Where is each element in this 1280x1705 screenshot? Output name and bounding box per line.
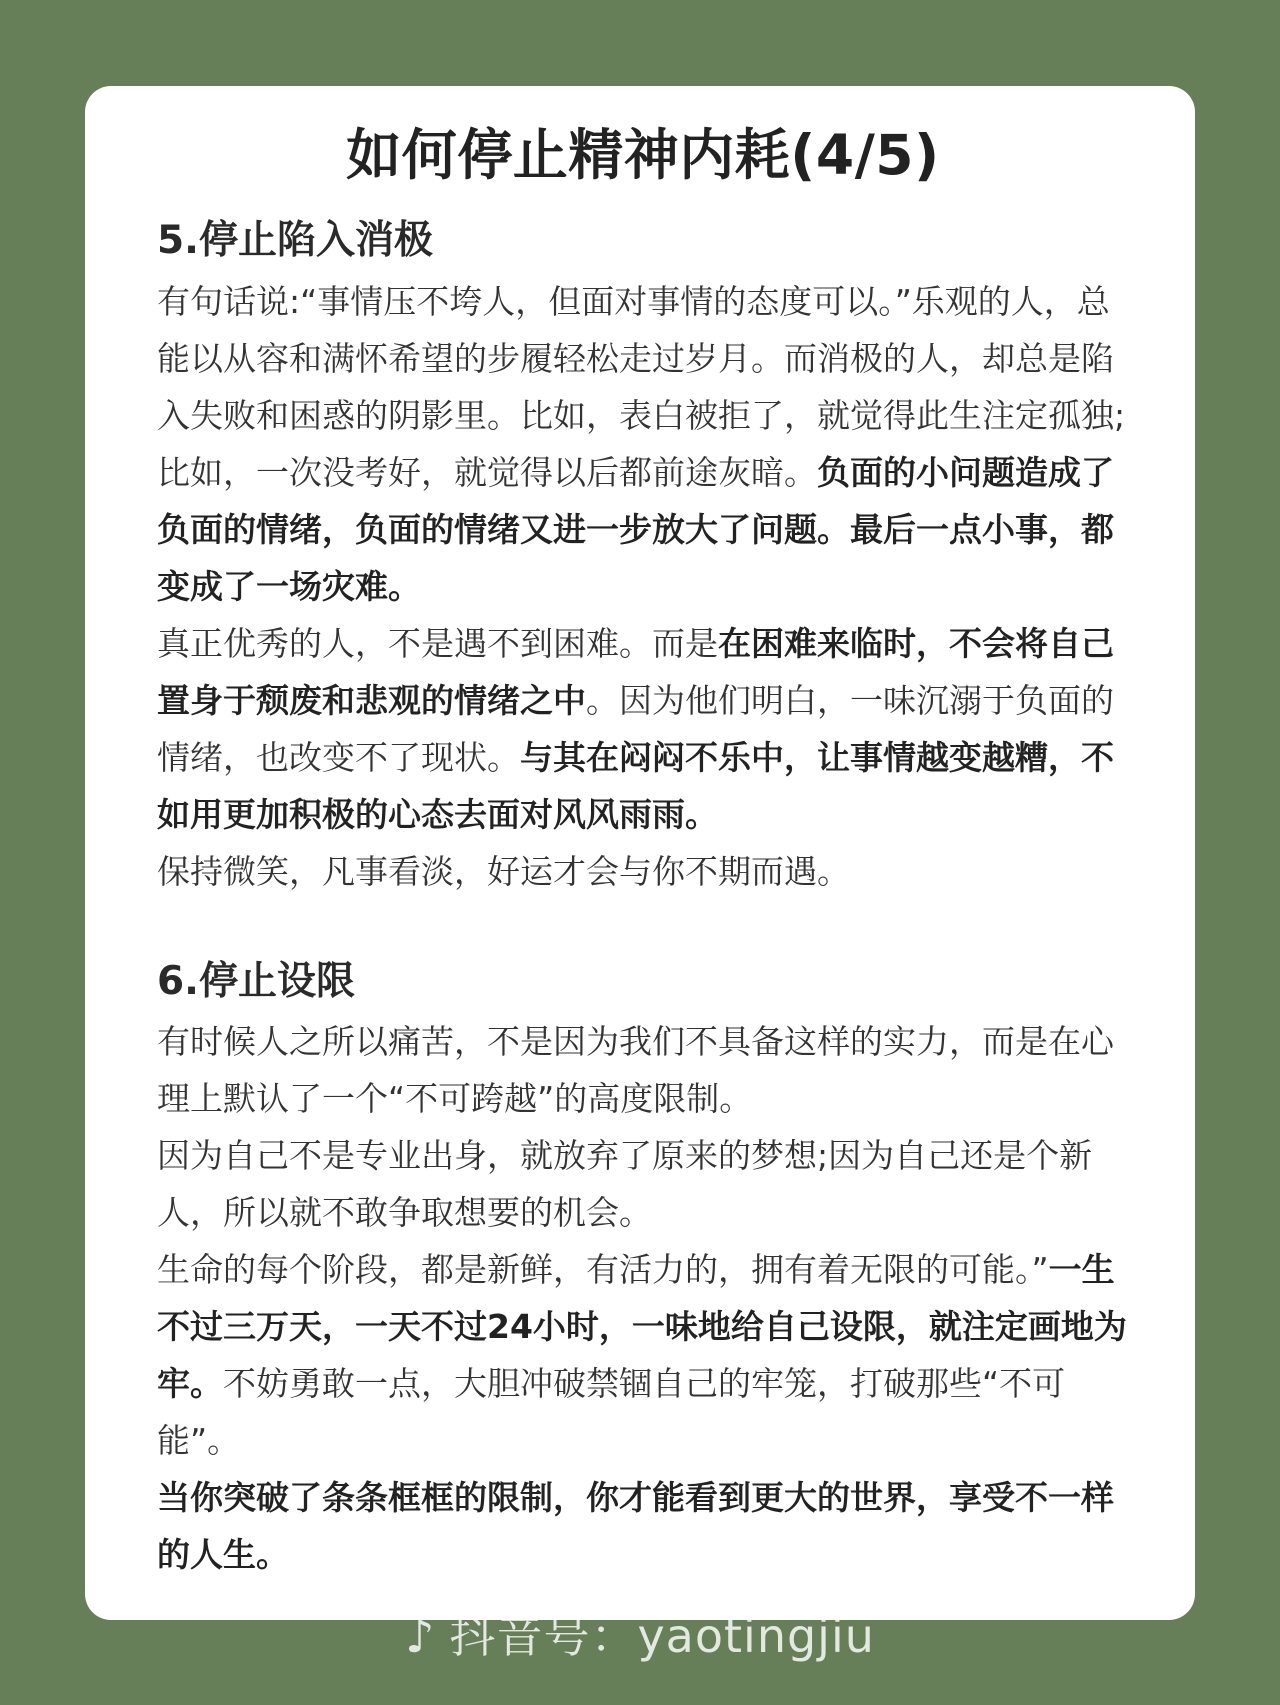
section-heading: 6.停止设限 xyxy=(157,958,355,1004)
bold-text: 在困难来临时，不会将自己置身于颓废和悲观的情绪之中 xyxy=(157,623,1114,720)
paragraph xyxy=(157,1241,1129,1469)
paragraph-text: 真正优秀的人，不是遇不到困难。而是 xyxy=(157,623,718,663)
bold-text: 与其在闷闷不乐中，让事情越变越糟，不如用更加积极的心态去面对风风雨雨。 xyxy=(157,737,1114,834)
section-6 xyxy=(157,957,1129,1584)
tiktok-note-icon: ♪ xyxy=(405,1609,436,1663)
section-spacer xyxy=(157,900,1129,957)
paragraph xyxy=(157,273,1129,615)
section-5 xyxy=(157,216,1129,900)
bold-text: 负面的小问题造成了负面的情绪，负面的情绪又进一步放大了问题。最后一点小事，都变成了一场灾难。 xyxy=(157,452,1114,606)
article-card xyxy=(85,86,1195,1620)
paragraph xyxy=(157,1469,1129,1583)
paragraph-text: 有句话说:“事情压不垮人，但面对事情的态度可以。”乐观的人，总能以从容和满怀希望的步履轻松走过岁月。而消极的人，却总是陷入失败和困惑的阴影里。比如，表白被拒了，就觉得此生注定孤独;比如，一次没考好，就觉得以后都前途灰暗。 xyxy=(157,281,1126,492)
paragraph: 保持微笑，凡事看淡，好运才会与你不期而遇。 xyxy=(157,851,850,891)
watermark xyxy=(0,1600,1280,1666)
page-title: 如何停止精神内耗(4/5) xyxy=(346,123,940,187)
paragraph xyxy=(157,615,1129,843)
paragraph: 有时候人之所以痛苦，不是因为我们不具备这样的实力，而是在心理上默认了一个“不可跨越”的高度限制。 xyxy=(157,1022,1114,1119)
section-heading: 5.停止陷入消极 xyxy=(157,218,433,263)
paragraph: 因为自己不是专业出身，就放弃了原来的梦想;因为自己还是个新人，所以就不敢争取想要的机会。 xyxy=(157,1136,1093,1233)
paragraph-text: 不妨勇敢一点，大胆冲破禁锢自己的牢笼，打破那些“不可能”。 xyxy=(157,1364,1066,1461)
bold-text: 一生不过三万天，一天不过24小时，一味地给自己设限，就注定画地为牢。 xyxy=(157,1250,1127,1404)
bold-text: 当你突破了条条框框的限制，你才能看到更大的世界，享受不一样的人生。 xyxy=(157,1478,1114,1575)
paragraph-text: 。因为他们明白，一味沉溺于负面的情绪，也改变不了现状。 xyxy=(157,680,1114,777)
paragraph-text: 生命的每个阶段，都是新鲜，有活力的，拥有着无限的可能。” xyxy=(157,1250,1049,1290)
watermark-text: 抖音号：yaotingjiu xyxy=(449,1609,875,1663)
